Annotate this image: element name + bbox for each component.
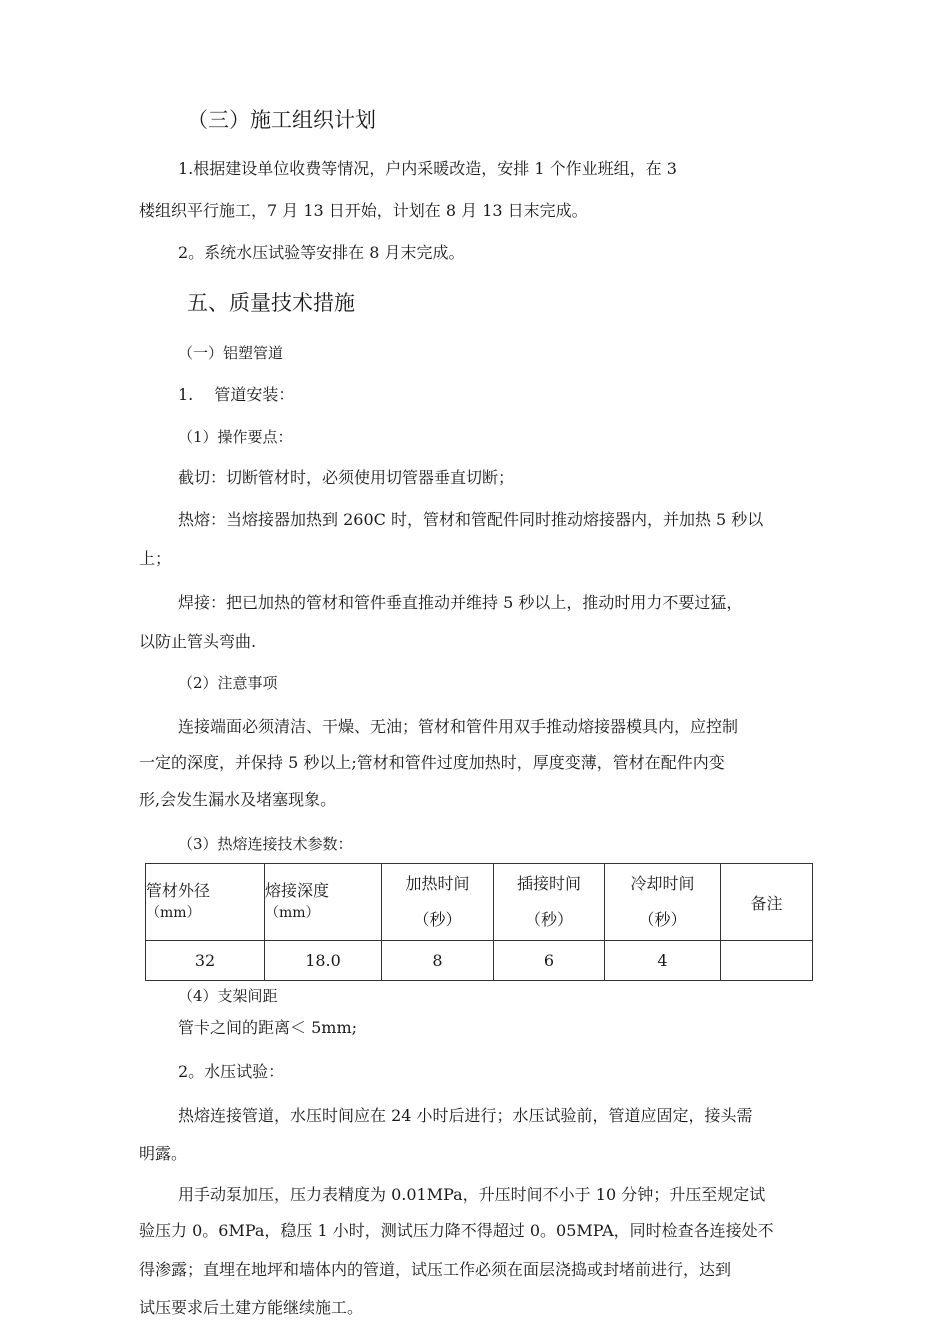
- header-remark: 备注: [721, 864, 813, 941]
- hot-melt-line-2: 上；: [139, 549, 172, 568]
- subsection-1-title: （一）铝塑管道: [178, 344, 284, 362]
- hydro-p1-line-1: 热熔连接管道，水压时间应在 24 小时后进行；水压试验前，管道应固定，接头需: [178, 1106, 753, 1125]
- cutting-text: 截切：切断管材时，必须使用切管器垂直切断；: [178, 468, 515, 487]
- notes-line-1: 连接端面必须清洁、干燥、无油；管材和管件用双手推动熔接器模具内，应控制: [178, 717, 739, 736]
- header-cooling-time: 冷却时间 （秒）: [605, 864, 721, 941]
- notes-title: （2）注意事项: [178, 674, 278, 692]
- cell-remark: [721, 941, 813, 981]
- cell-insertion-time: 6: [494, 941, 605, 981]
- hydro-p2-line-1: 用手动泵加压，压力表精度为 0.01MPa，升压时间不小于 10 分钟；升压至规定试: [178, 1185, 766, 1204]
- header-pipe-od: 管材外径 （mm）: [146, 864, 265, 941]
- welding-line-1: 焊接：把已加热的管材和管件垂直推动并维持 5 秒以上，推动时用力不要过猛，: [178, 593, 743, 612]
- cell-pipe-od: 32: [146, 941, 265, 981]
- hot-melt-line-1: 热熔：当熔接器加热到 260C 时，管材和管配件同时推动熔接器内，并加热 5 秒以: [178, 510, 764, 529]
- plan-item-1-line-2: 楼组织平行施工，7 月 13 日开始，计划在 8 月 13 日末完成。: [139, 201, 588, 220]
- hot-melt-params-table: [145, 863, 813, 981]
- cell-fusion-depth: 18.0: [265, 941, 382, 981]
- hydro-p2-line-4: 试压要求后土建方能继续施工。: [139, 1298, 364, 1317]
- table-header-row: [146, 864, 813, 941]
- plan-item-1-line-1: 1.根据建设单位收费等情况，户内采暖改造，安排 1 个作业班组，在 3: [178, 159, 677, 178]
- support-spacing-title: （4）支架间距: [178, 987, 278, 1005]
- cell-cooling-time: 4: [605, 941, 721, 981]
- support-spacing-text: 管卡之间的距离＜ 5mm;: [178, 1018, 358, 1037]
- operation-points-title: （1）操作要点：: [178, 428, 293, 446]
- hydro-p2-line-3: 得渗露；直埋在地坪和墙体内的管道，试压工作必须在面层浇捣或封堵前进行，达到: [139, 1260, 732, 1279]
- hydro-p1-line-2: 明露。: [139, 1144, 188, 1163]
- welding-line-2: 以防止管头弯曲.: [139, 632, 257, 651]
- hydro-p2-line-2: 验压力 0。6MPa，稳压 1 小时，测试压力降不得超过 0。05MPA，同时检查各连接处不: [139, 1221, 774, 1240]
- cell-heating-time: 8: [382, 941, 494, 981]
- item-2-title: 2。水压试验：: [178, 1062, 285, 1081]
- table-row: [146, 941, 813, 981]
- section-3-title: （三）施工组织计划: [187, 108, 376, 132]
- header-fusion-depth: 熔接深度 （mm）: [265, 864, 382, 941]
- chapter-5-title: 五、质量技术措施: [187, 291, 355, 315]
- item-1-title: 1. 管道安装：: [178, 385, 295, 404]
- params-title: （3）热熔连接技术参数：: [178, 835, 353, 853]
- plan-item-2: 2。系统水压试验等安排在 8 月末完成。: [178, 243, 465, 262]
- notes-line-2: 一定的深度，并保持 5 秒以上;管材和管件过度加热时，厚度变薄，管材在配件内变: [139, 753, 725, 772]
- header-insertion-time: 插接时间 （秒）: [494, 864, 605, 941]
- header-heating-time: 加热时间 （秒）: [382, 864, 494, 941]
- notes-line-3: 形,会发生漏水及堵塞现象。: [139, 790, 337, 809]
